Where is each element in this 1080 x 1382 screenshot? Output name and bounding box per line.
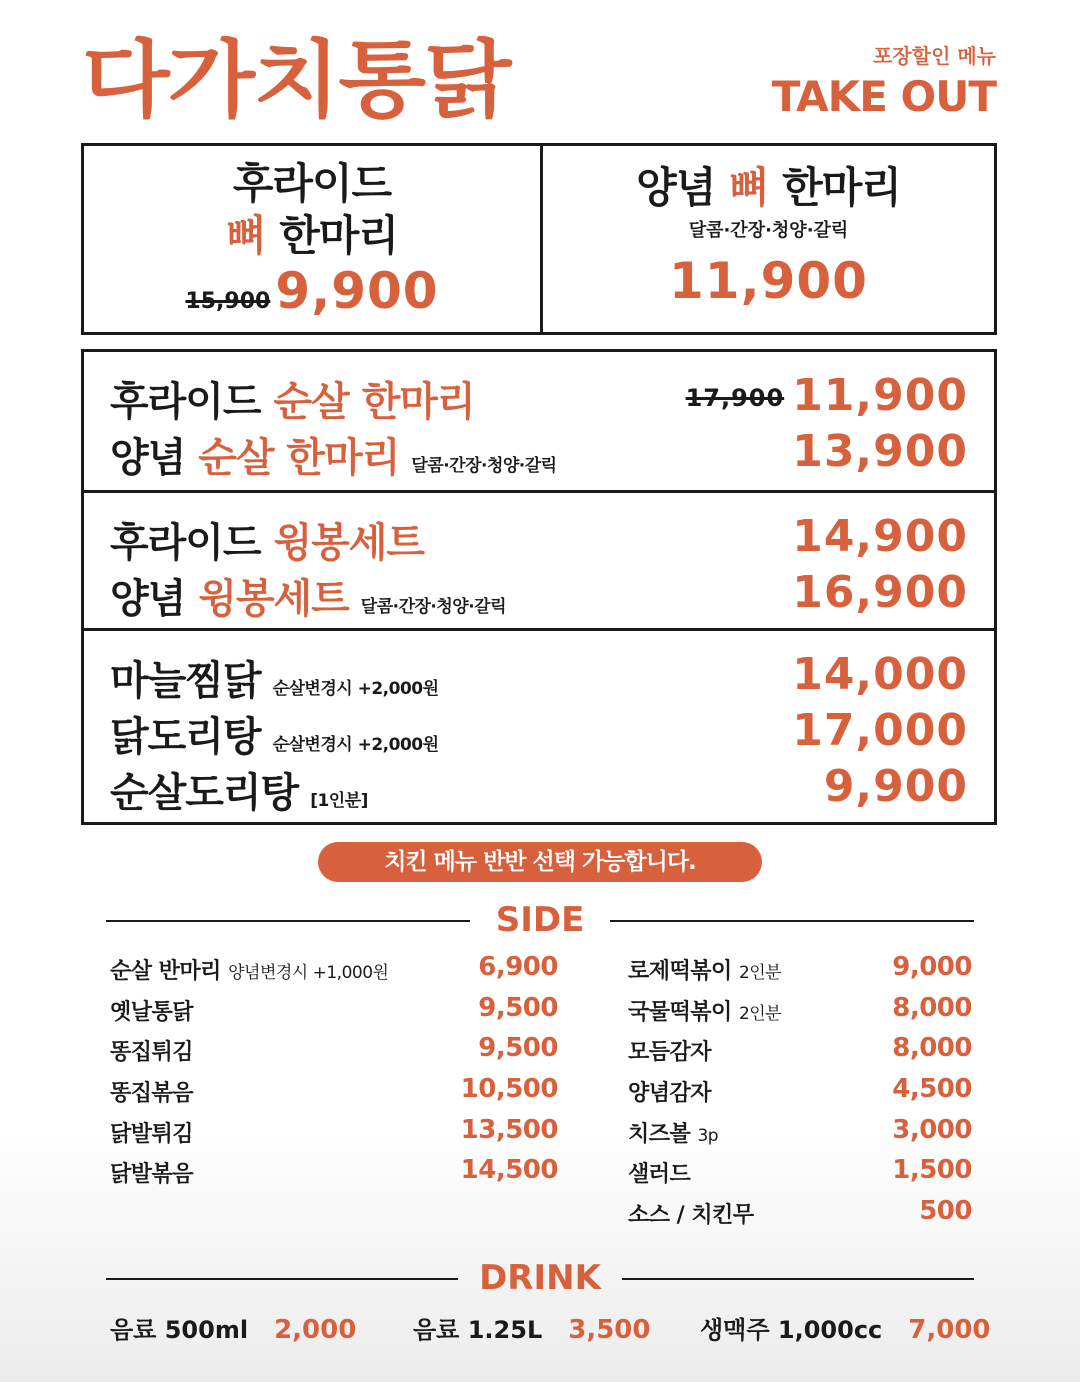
side-item-label: 순살 반마리 — [110, 959, 221, 984]
side-item-name — [110, 954, 388, 985]
menu-item-name: 후라이드 — [110, 379, 261, 425]
main-menu-box — [81, 349, 997, 825]
menu-item-accent: 순살 한마리 — [273, 379, 475, 425]
menu-row — [110, 567, 968, 623]
menu-row — [110, 761, 968, 817]
side-item-name — [110, 1157, 193, 1188]
menu-item-note: [1인분] — [310, 791, 368, 811]
side-item-name — [110, 1117, 193, 1148]
side-item-price: 4,500 — [892, 1074, 972, 1105]
side-item — [110, 1155, 558, 1196]
featured-right-line1 — [543, 162, 994, 214]
side-item-name — [628, 1117, 718, 1148]
takeout-subtitle: 포장할인 메뉴 — [873, 44, 996, 68]
side-item-name — [628, 995, 781, 1026]
side-item-name — [110, 1076, 193, 1107]
featured-right-b: 한마리 — [782, 163, 901, 212]
side-item — [628, 1033, 972, 1074]
menu-item-note: 순살변경시 +2,000원 — [272, 679, 439, 699]
half-half-banner: 치킨 메뉴 반반 선택 가능합니다. — [318, 842, 762, 882]
side-item-label: 소스 / 치킨무 — [628, 1203, 754, 1229]
menu-item-name: 후라이드 — [110, 520, 261, 566]
menu-item-price: 13,900 — [792, 426, 968, 477]
side-heading — [106, 900, 974, 940]
menu-item-note: 달콤·간장·청양·갈릭 — [411, 456, 557, 476]
restaurant-title: 다가치통닭 — [82, 31, 510, 129]
side-list-right — [628, 952, 972, 1237]
menu-item-accent: 순살 한마리 — [198, 435, 400, 481]
side-item — [110, 1074, 558, 1115]
side-item — [110, 1115, 558, 1156]
menu-item-price: 14,900 — [792, 511, 968, 562]
side-item-price: 9,500 — [478, 992, 558, 1023]
drink-item — [110, 1310, 356, 1345]
side-list-left — [110, 952, 558, 1196]
menu-item-accent: 윙봉세트 — [198, 576, 349, 622]
menu-section-wings — [84, 490, 994, 631]
side-item-label: 옛날통닭 — [110, 999, 194, 1025]
menu-item-old-price: 17,900 — [685, 384, 785, 412]
side-item — [628, 1115, 972, 1156]
featured-left-price: 9,900 — [275, 262, 439, 320]
side-item-note: 2인분 — [738, 963, 782, 983]
menu-item-price: 9,900 — [823, 761, 968, 812]
side-item-price: 8,000 — [892, 1033, 972, 1064]
side-item-label: 닭발볶음 — [110, 1162, 194, 1188]
menu-row — [110, 649, 968, 705]
drink-price: 7,000 — [908, 1315, 991, 1345]
side-item-note: 2인분 — [738, 1003, 782, 1024]
drink-name: 음료 500ml — [110, 1316, 249, 1344]
side-item-name — [628, 1035, 711, 1066]
side-heading-label: SIDE — [495, 900, 585, 940]
side-item-label: 양념감자 — [628, 1081, 712, 1107]
menu-item-name: 순살도리탕 — [110, 770, 299, 816]
featured-right-sauces: 달콤·간장·청양·갈릭 — [688, 220, 849, 241]
featured-left-old-price: 15,900 — [185, 289, 271, 314]
menu-section-stews — [84, 628, 994, 825]
drink-item — [413, 1310, 650, 1345]
side-item — [628, 952, 972, 993]
drink-price: 2,000 — [274, 1315, 357, 1345]
side-item — [110, 952, 558, 993]
drink-price: 3,500 — [568, 1315, 651, 1345]
drink-name: 음료 1.25L — [413, 1316, 543, 1344]
side-item-label: 똥집튀김 — [110, 1040, 194, 1066]
side-item-price: 9,500 — [478, 1033, 558, 1064]
side-item — [110, 993, 558, 1034]
side-item-price: 14,500 — [460, 1155, 558, 1186]
menu-row — [110, 370, 968, 426]
side-item — [110, 1033, 558, 1074]
drink-heading — [106, 1258, 974, 1298]
featured-menu-box — [81, 143, 997, 335]
side-item-price: 6,900 — [478, 952, 558, 982]
drink-list — [110, 1310, 991, 1350]
side-item-price: 8,000 — [892, 992, 972, 1023]
menu-item-name: 양념 — [110, 576, 186, 622]
featured-left-price-row — [84, 262, 540, 320]
side-item-label: 국물떡볶이 — [628, 999, 732, 1025]
menu-item-accent: 윙봉세트 — [273, 520, 425, 566]
featured-fried-bone — [84, 146, 540, 332]
side-item-name — [110, 995, 193, 1026]
featured-seasoned-bone — [543, 146, 994, 332]
featured-right-price: 11,900 — [669, 252, 868, 310]
side-item-name — [628, 1198, 754, 1229]
menu-item-note: 달콤·간장·청양·갈릭 — [360, 597, 507, 617]
drink-heading-label: DRINK — [479, 1258, 601, 1298]
side-item — [628, 1196, 972, 1237]
featured-left-rest: 한마리 — [279, 211, 398, 260]
side-item-name — [110, 1035, 193, 1066]
featured-right-accent: 뼈 — [728, 163, 769, 212]
menu-row — [110, 426, 968, 482]
side-item-label: 닭발튀김 — [110, 1121, 194, 1147]
drink-name: 생맥주 1,000cc — [700, 1316, 883, 1344]
side-item-note: 양념변경시 +1,000원 — [228, 963, 389, 983]
side-item-label: 모듬감자 — [628, 1040, 712, 1066]
side-item-name — [628, 954, 781, 985]
menu-row — [110, 705, 968, 761]
takeout-label: TAKE OUT — [771, 72, 996, 121]
side-item-name — [628, 1076, 711, 1107]
side-item-name — [628, 1157, 690, 1188]
side-item — [628, 993, 972, 1034]
menu-item-name: 양념 — [110, 435, 186, 481]
side-item-label: 치즈볼 — [628, 1121, 691, 1147]
side-item — [628, 1155, 972, 1196]
menu-item-price: 17,000 — [792, 705, 968, 756]
side-item-label: 로제떡볶이 — [628, 959, 732, 984]
menu-item-price: 16,900 — [792, 567, 968, 618]
side-item-price: 3,000 — [892, 1114, 972, 1145]
menu-item-price: 14,000 — [792, 649, 968, 700]
menu-item-price: 11,900 — [792, 370, 968, 421]
featured-left-accent: 뼈 — [226, 211, 266, 260]
menu-row — [110, 511, 968, 567]
side-item-note: 3p — [697, 1125, 719, 1146]
menu-item-name: 닭도리탕 — [110, 714, 261, 760]
side-item-price: 1,500 — [892, 1155, 972, 1186]
side-item-label: 똥집볶음 — [110, 1081, 194, 1107]
side-item-price: 10,500 — [460, 1074, 558, 1105]
side-item — [628, 1074, 972, 1115]
drink-item — [700, 1310, 991, 1345]
side-item-price: 9,000 — [892, 952, 972, 982]
menu-item-name: 마늘찜닭 — [110, 658, 261, 704]
menu-item-note: 순살변경시 +2,000원 — [272, 735, 439, 755]
side-item-price: 500 — [919, 1196, 972, 1227]
featured-left-line2 — [84, 210, 540, 262]
featured-right-a: 양념 — [636, 163, 716, 212]
side-item-price: 13,500 — [460, 1114, 558, 1145]
menu-section-boneless — [84, 352, 994, 490]
featured-left-line1: 후라이드 — [232, 159, 392, 208]
side-item-label: 샐러드 — [628, 1162, 691, 1188]
